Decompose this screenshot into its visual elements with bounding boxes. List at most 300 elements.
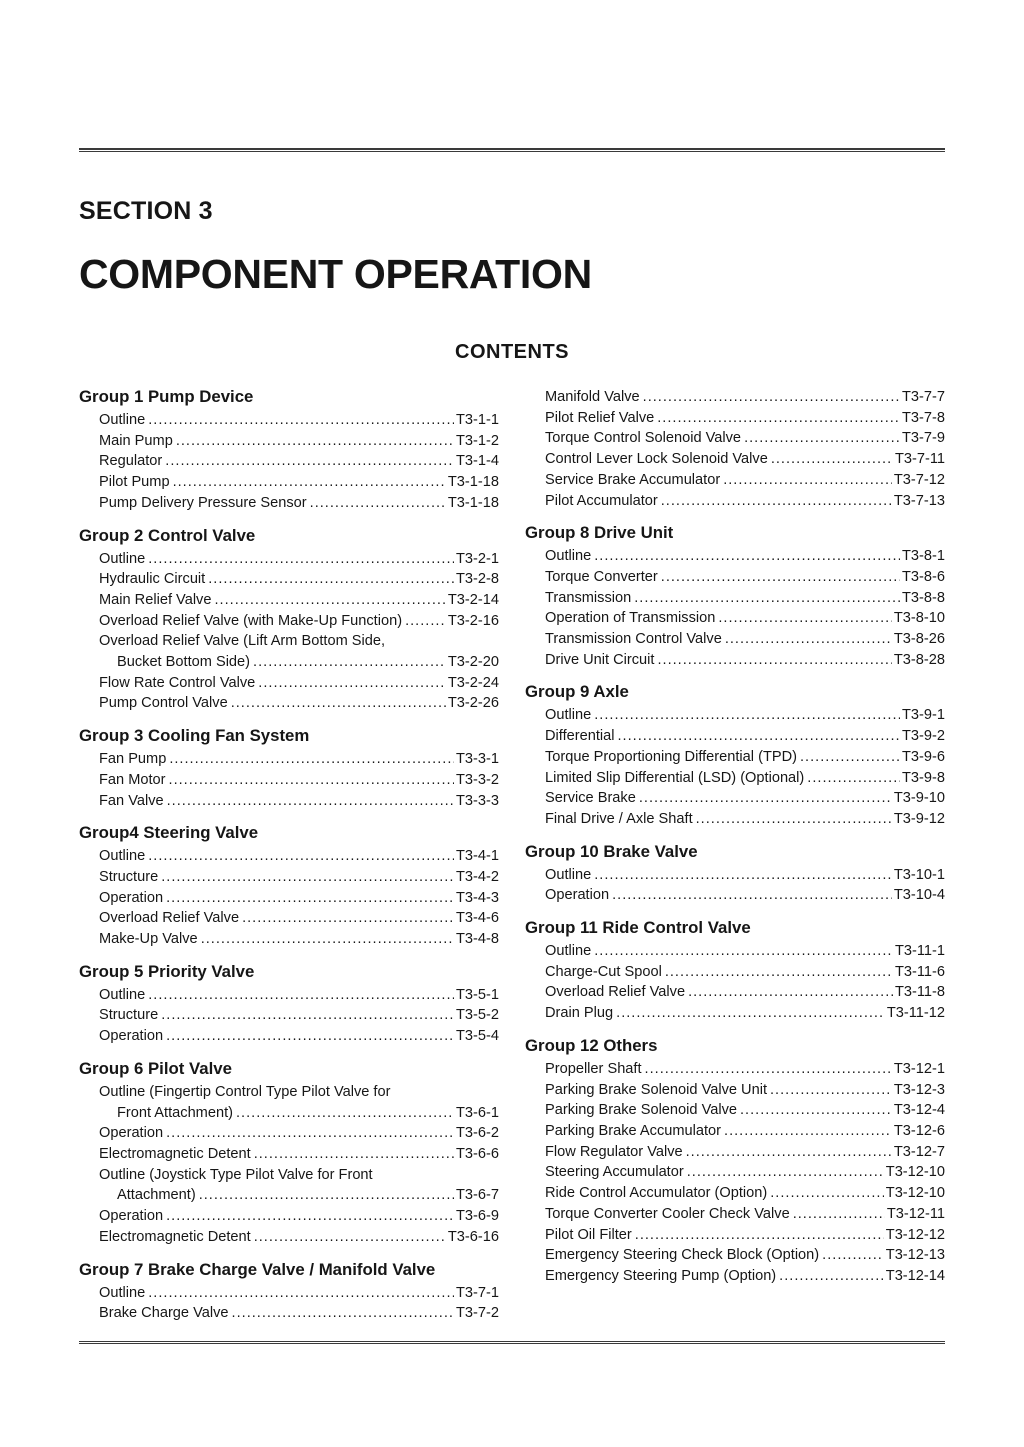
dot-leader — [231, 693, 446, 714]
entry-label: Regulator — [99, 453, 163, 470]
entry-row — [99, 1103, 499, 1124]
dot-leader — [686, 1142, 892, 1163]
page-number: T3-2-16 — [447, 612, 499, 629]
entry-label: Operation — [99, 889, 164, 906]
entry-label: Limited Slip Differential (LSD) (Optional) — [545, 769, 805, 786]
entry-label: Outline — [99, 412, 146, 428]
entry-row — [99, 1227, 499, 1248]
toc-entry — [79, 1123, 499, 1144]
dot-leader — [253, 652, 446, 673]
toc-entry — [525, 449, 945, 470]
dot-leader — [242, 908, 454, 929]
entry-label: Structure — [99, 1007, 159, 1024]
page-number: T3-3-2 — [456, 771, 499, 788]
page-number: T3-6-7 — [456, 1187, 499, 1204]
dot-leader — [405, 611, 446, 632]
toc-entry — [525, 705, 945, 726]
entry-label: Front Attachment) — [117, 1104, 233, 1121]
section-label: SECTION 3 — [79, 197, 213, 225]
entry-label: Final Drive / Axle Shaft — [545, 810, 693, 827]
page-number: T3-4-8 — [456, 931, 499, 948]
entry-row — [99, 1185, 499, 1206]
entry-label: Pilot Pump — [99, 474, 170, 491]
toc-entry — [525, 428, 945, 449]
toc-entry — [525, 768, 945, 789]
page-number: T3-2-1 — [456, 550, 499, 567]
page-number: T3-12-11 — [886, 1205, 945, 1222]
dot-leader — [161, 867, 454, 888]
toc-entry — [525, 546, 945, 567]
toc-entry — [79, 1303, 499, 1324]
entry-label: Service Brake — [545, 790, 636, 807]
dot-leader — [258, 673, 446, 694]
page-number: T3-4-3 — [456, 889, 499, 906]
entry-label: Parking Brake Solenoid Valve Unit — [545, 1081, 767, 1098]
toc-group — [525, 523, 945, 670]
entry-label: Steering Accumulator — [545, 1164, 684, 1181]
dot-leader — [148, 846, 454, 867]
entry-label: Outline — [99, 1284, 146, 1301]
page-number: T3-7-1 — [456, 1284, 499, 1301]
dot-leader — [148, 985, 454, 1006]
dot-leader — [639, 788, 892, 809]
dot-leader — [779, 1266, 884, 1287]
dot-leader — [254, 1227, 446, 1248]
page-number: T3-10-4 — [893, 887, 945, 904]
dot-leader — [657, 650, 891, 671]
entry-row — [545, 962, 945, 983]
entry-label: Pilot Relief Valve — [545, 409, 655, 426]
page-number: T3-12-3 — [893, 1081, 945, 1098]
dot-leader — [166, 1026, 454, 1047]
page-number: T3-12-12 — [885, 1226, 945, 1243]
toc-group — [79, 726, 499, 811]
entry-label: Fan Motor — [99, 771, 166, 788]
toc-entry — [525, 885, 945, 906]
dot-leader — [169, 749, 454, 770]
entry-label: Outline — [545, 707, 592, 724]
page-number: T3-12-10 — [885, 1185, 945, 1202]
entry-label: Pump Control Valve — [99, 695, 228, 712]
entry-label: Transmission Control Valve — [545, 631, 722, 648]
entry-label: Outline — [545, 548, 592, 565]
entry-label: Operation — [545, 887, 610, 904]
page-number: T3-1-18 — [447, 494, 499, 511]
dot-leader — [770, 1183, 884, 1204]
page-number: T3-6-1 — [456, 1104, 499, 1121]
toc-group — [79, 823, 499, 950]
table-of-contents — [79, 387, 945, 1324]
page-title: COMPONENT OPERATION — [79, 251, 592, 297]
toc-entry — [79, 1206, 499, 1227]
page-number: T3-8-28 — [893, 651, 945, 668]
page-number: T3-9-12 — [893, 810, 945, 827]
entry-row — [99, 908, 499, 929]
entry-label: Brake Charge Valve — [99, 1305, 229, 1322]
dot-leader — [169, 770, 455, 791]
entry-row — [545, 788, 945, 809]
entry-row — [545, 809, 945, 830]
toc-entry — [79, 846, 499, 867]
toc-entry — [525, 747, 945, 768]
toc-entry — [525, 941, 945, 962]
toc-entry — [525, 470, 945, 491]
toc-entry — [79, 1082, 499, 1123]
entry-row — [99, 431, 499, 452]
entry-label-line: Overload Relief Valve (Lift Arm Bottom Side, — [99, 633, 386, 650]
toc-entry — [79, 693, 499, 714]
toc-entry — [79, 631, 499, 672]
entry-row — [545, 629, 945, 650]
toc-entry — [79, 888, 499, 909]
toc-entry — [79, 908, 499, 929]
entry-row — [99, 549, 499, 570]
entry-label: Electromagnetic Detent — [99, 1228, 251, 1245]
entry-label: Outline — [99, 550, 146, 567]
group-heading: Group 9 Axle — [525, 682, 629, 702]
toc-entry — [79, 985, 499, 1006]
entry-label: Make-Up Valve — [99, 931, 198, 948]
toc-entry — [525, 491, 945, 512]
toc-entry — [79, 590, 499, 611]
entry-row — [545, 1266, 945, 1287]
dot-leader — [634, 588, 900, 609]
entry-row — [99, 693, 499, 714]
page-number: T3-2-14 — [447, 591, 499, 608]
entry-label: Control Lever Lock Solenoid Valve — [545, 451, 768, 468]
entry-row — [99, 1144, 499, 1165]
page-number: T3-12-7 — [893, 1143, 945, 1160]
dot-leader — [724, 1121, 892, 1142]
entry-label: Torque Control Solenoid Valve — [545, 430, 742, 447]
toc-entry — [525, 1121, 945, 1142]
entry-row — [99, 410, 499, 431]
dot-leader — [199, 1185, 454, 1206]
toc-entry — [525, 788, 945, 809]
dot-leader — [148, 1283, 454, 1304]
toc-entry — [525, 408, 945, 429]
entry-label: Pilot Accumulator — [545, 492, 658, 509]
toc-entry — [79, 1026, 499, 1047]
bottom-rule — [79, 1341, 945, 1344]
contents-heading: CONTENTS — [455, 341, 569, 363]
dot-leader — [148, 410, 454, 431]
page-number: T3-7-8 — [902, 409, 945, 426]
entry-row — [545, 387, 945, 408]
entry-row — [545, 885, 945, 906]
toc-entry — [525, 608, 945, 629]
dot-leader — [594, 865, 892, 886]
entry-row — [545, 546, 945, 567]
toc-entry — [525, 1183, 945, 1204]
dot-leader — [594, 546, 900, 567]
dot-leader — [800, 747, 900, 768]
page-number: T3-11-6 — [894, 963, 945, 980]
entry-row — [545, 726, 945, 747]
entry-row — [545, 1245, 945, 1266]
entry-row — [545, 470, 945, 491]
toc-entry — [525, 1245, 945, 1266]
group-heading: Group 2 Control Valve — [79, 525, 256, 545]
toc-group — [79, 1260, 499, 1324]
dot-leader — [725, 629, 892, 650]
group-heading: Group 1 Pump Device — [79, 387, 254, 406]
dot-leader — [166, 1206, 454, 1227]
entry-row — [99, 770, 499, 791]
page-number: T3-5-4 — [456, 1028, 499, 1045]
toc-group — [79, 387, 499, 514]
page-number: T3-12-14 — [885, 1267, 945, 1284]
entry-row — [545, 982, 945, 1003]
dot-leader — [718, 608, 892, 629]
dot-leader — [687, 1162, 884, 1183]
entry-row — [99, 611, 499, 632]
entry-row — [99, 590, 499, 611]
toc-entry — [525, 387, 945, 408]
dot-leader — [696, 809, 892, 830]
entry-label-line: Outline (Fingertip Control Type Pilot Valve for — [99, 1083, 391, 1100]
entry-label: Outline — [99, 986, 146, 1003]
page-number: T3-9-1 — [902, 707, 945, 724]
entry-row — [545, 865, 945, 886]
entry-row — [99, 888, 499, 909]
entry-label: Outline — [545, 866, 592, 883]
toc-entry — [79, 451, 499, 472]
entry-label: Overload Relief Valve (with Make-Up Function) — [99, 612, 403, 629]
entry-label: Hydraulic Circuit — [99, 571, 206, 588]
toc-entry — [525, 1142, 945, 1163]
dot-leader — [310, 493, 446, 514]
page-number: T3-4-2 — [456, 868, 499, 885]
page-number: T3-2-8 — [456, 571, 499, 588]
toc-entry — [79, 929, 499, 950]
entry-row — [99, 929, 499, 950]
toc-entry — [525, 1100, 945, 1121]
entry-row — [99, 1283, 499, 1304]
dot-leader — [594, 705, 900, 726]
toc-entry — [79, 611, 499, 632]
entry-label: Ride Control Accumulator (Option) — [545, 1185, 768, 1202]
entry-label: Parking Brake Solenoid Valve — [545, 1102, 737, 1119]
dot-leader — [688, 982, 893, 1003]
entry-label: Structure — [99, 868, 159, 885]
toc-entry — [79, 1144, 499, 1165]
page-number: T3-7-11 — [894, 451, 945, 468]
toc-group — [525, 1036, 945, 1287]
dot-leader — [148, 549, 454, 570]
entry-label: Torque Converter — [545, 568, 658, 585]
top-rule — [79, 148, 945, 152]
dot-leader — [661, 491, 892, 512]
toc-entry — [525, 809, 945, 830]
toc-group — [79, 1059, 499, 1248]
dot-leader — [254, 1144, 454, 1165]
dot-leader — [165, 451, 454, 472]
entry-label-line: Outline (Joystick Type Pilot Valve for Front — [99, 1166, 373, 1183]
dot-leader — [665, 962, 893, 983]
dot-leader — [744, 428, 900, 449]
group-heading: Group 3 Cooling Fan System — [79, 726, 310, 746]
toc-entry — [79, 1227, 499, 1248]
toc-entry — [79, 549, 499, 570]
page-number: T3-3-3 — [456, 792, 499, 809]
page-number: T3-7-9 — [902, 430, 945, 447]
page-number: T3-11-12 — [886, 1005, 945, 1022]
dot-leader — [176, 431, 454, 452]
toc-entry — [525, 1266, 945, 1287]
entry-row — [545, 941, 945, 962]
toc-entry — [525, 726, 945, 747]
dot-leader — [161, 1005, 454, 1026]
entry-label: Overload Relief Valve — [99, 910, 240, 927]
toc-entry — [79, 431, 499, 452]
group-heading: Group 11 Ride Control Valve — [525, 918, 751, 938]
entry-row — [99, 791, 499, 812]
group-heading: Group 7 Brake Charge Valve / Manifold Valve — [79, 1259, 436, 1279]
entry-row — [545, 408, 945, 429]
entry-row — [545, 608, 945, 629]
entry-label: Emergency Steering Check Block (Option) — [545, 1247, 820, 1264]
entry-label: Parking Brake Accumulator — [545, 1122, 722, 1139]
toc-group — [525, 387, 945, 511]
entry-label: Emergency Steering Pump (Option) — [545, 1267, 777, 1284]
dot-leader — [770, 1080, 892, 1101]
page-number: T3-11-1 — [894, 943, 945, 960]
entry-row — [545, 428, 945, 449]
dot-leader — [793, 1204, 885, 1225]
entry-row — [545, 1142, 945, 1163]
toc-group — [525, 682, 945, 829]
page-number: T3-8-6 — [902, 568, 945, 585]
toc-entry — [525, 982, 945, 1003]
page-number: T3-5-1 — [456, 986, 499, 1003]
toc-group — [79, 526, 499, 715]
entry-label: Operation — [99, 1028, 164, 1045]
entry-row — [99, 1005, 499, 1026]
entry-label: Electromagnetic Detent — [99, 1145, 251, 1162]
toc-entry — [79, 749, 499, 770]
page-number: T3-1-18 — [447, 474, 499, 491]
entry-label: Outline — [545, 943, 592, 960]
entry-row — [545, 1100, 945, 1121]
page-number: T3-6-2 — [456, 1125, 499, 1142]
dot-leader — [236, 1103, 454, 1124]
group-heading: Group 10 Brake Valve — [525, 841, 698, 861]
entry-label: Outline — [99, 848, 146, 865]
entry-row — [545, 1003, 945, 1024]
page-number: T3-7-13 — [893, 492, 945, 509]
page-number: T3-4-6 — [456, 910, 499, 927]
entry-row — [545, 1204, 945, 1225]
dot-leader — [208, 569, 454, 590]
toc-entry — [79, 410, 499, 431]
toc-entry — [79, 673, 499, 694]
toc-entry — [525, 1204, 945, 1225]
page-number: T3-12-10 — [885, 1164, 945, 1181]
page-number: T3-12-13 — [885, 1247, 945, 1264]
entry-row — [99, 472, 499, 493]
page-number: T3-7-12 — [893, 471, 945, 488]
toc-entry — [79, 1283, 499, 1304]
entry-label: Charge-Cut Spool — [545, 963, 662, 980]
toc-entry — [525, 629, 945, 650]
page-number: T3-5-2 — [456, 1007, 499, 1024]
toc-column-2 — [525, 387, 945, 1324]
entry-label: Main Pump — [99, 432, 173, 449]
entry-label: Pump Delivery Pressure Sensor — [99, 494, 307, 511]
entry-row — [545, 1225, 945, 1246]
entry-row — [99, 1026, 499, 1047]
dot-leader — [166, 888, 454, 909]
entry-row — [99, 846, 499, 867]
page-number: T3-7-7 — [902, 389, 945, 405]
page-number: T3-6-16 — [447, 1228, 499, 1245]
entry-label: Fan Valve — [99, 792, 164, 809]
entry-label: Main Relief Valve — [99, 591, 212, 608]
entry-row — [99, 985, 499, 1006]
dot-leader — [173, 472, 446, 493]
toc-entry — [525, 865, 945, 886]
toc-entry — [525, 1003, 945, 1024]
page-number: T3-2-24 — [447, 674, 499, 691]
toc-entry — [525, 1162, 945, 1183]
entry-row — [99, 1303, 499, 1324]
entry-label: Transmission — [545, 589, 632, 606]
entry-row — [545, 449, 945, 470]
toc-entry — [79, 770, 499, 791]
entry-row — [545, 1183, 945, 1204]
page-number: T3-10-1 — [893, 866, 945, 883]
entry-row — [99, 493, 499, 514]
entry-row — [99, 867, 499, 888]
toc-entry — [79, 569, 499, 590]
entry-label: Fan Pump — [99, 751, 167, 768]
dot-leader — [167, 791, 454, 812]
entry-row — [545, 747, 945, 768]
entry-label: Differential — [545, 728, 615, 745]
toc-entry — [525, 1225, 945, 1246]
toc-entry — [525, 1059, 945, 1080]
entry-label: Operation — [99, 1125, 164, 1142]
page-number: T3-12-6 — [893, 1122, 945, 1139]
entry-row — [99, 569, 499, 590]
entry-row — [545, 1059, 945, 1080]
entry-label: Operation of Transmission — [545, 610, 716, 627]
entry-label: Drain Plug — [545, 1005, 614, 1022]
toc-entry — [525, 1080, 945, 1101]
dot-leader — [201, 929, 454, 950]
entry-label: Pilot Oil Filter — [545, 1226, 632, 1243]
page-number: T3-8-8 — [902, 589, 945, 606]
page-number: T3-2-26 — [447, 695, 499, 712]
toc-entry — [525, 962, 945, 983]
entry-row — [545, 491, 945, 512]
toc-entry — [525, 567, 945, 588]
entry-row — [545, 567, 945, 588]
page-number: T3-7-2 — [456, 1305, 499, 1322]
dot-leader — [771, 449, 893, 470]
page-number: T3-3-1 — [456, 751, 499, 768]
entry-label: Flow Regulator Valve — [545, 1143, 683, 1160]
dot-leader — [214, 590, 445, 611]
group-heading: Group 12 Others — [525, 1035, 658, 1055]
page-number: T3-2-20 — [447, 654, 499, 671]
entry-row — [545, 1121, 945, 1142]
page-number: T3-11-8 — [894, 984, 945, 1001]
entry-row — [99, 673, 499, 694]
entry-row — [545, 768, 945, 789]
dot-leader — [618, 726, 901, 747]
